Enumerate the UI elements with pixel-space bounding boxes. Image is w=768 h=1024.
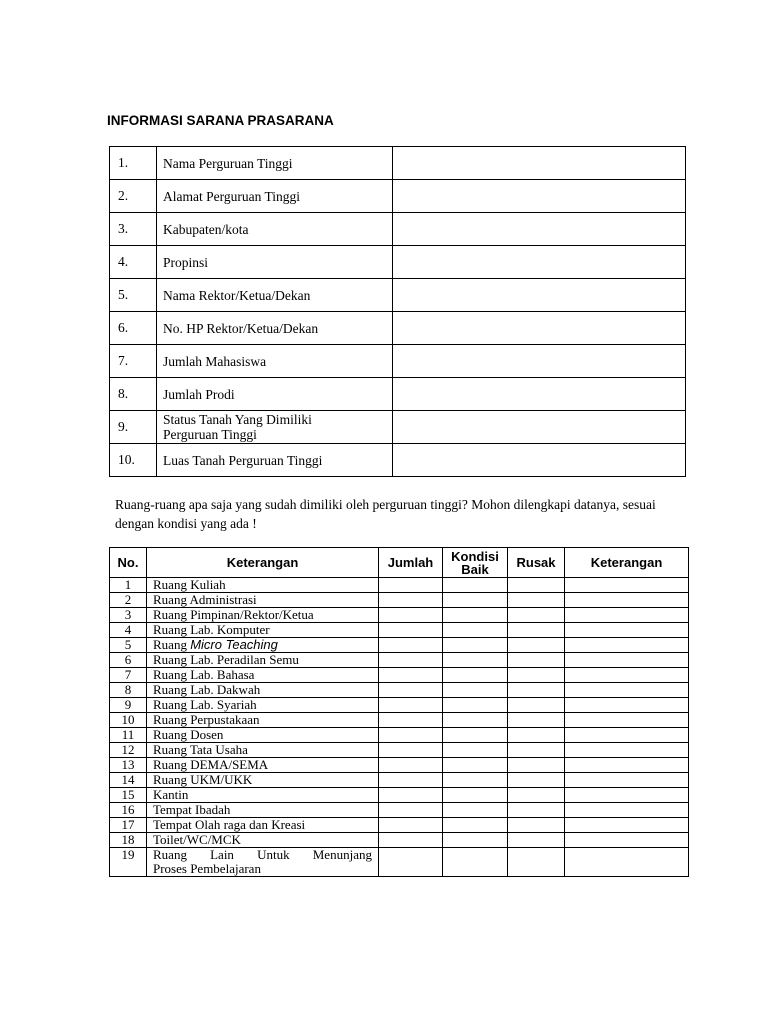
- room-keterangan-cell[interactable]: [565, 818, 689, 833]
- info-row-label-line2: Perguruan Tinggi: [163, 427, 257, 442]
- info-row-value-field[interactable]: [393, 246, 686, 279]
- room-keterangan-cell[interactable]: [565, 623, 689, 638]
- room-kondisi-baik-cell[interactable]: [443, 743, 508, 758]
- info-row-value-field[interactable]: [393, 345, 686, 378]
- room-row: [110, 638, 689, 653]
- room-kondisi-baik-cell[interactable]: [443, 773, 508, 788]
- info-row-value-field[interactable]: [393, 279, 686, 312]
- room-keterangan-cell[interactable]: [565, 773, 689, 788]
- room-row: [110, 593, 689, 608]
- room-row-name: Ruang Tata Usaha: [147, 743, 379, 758]
- instruction-note: [115, 495, 690, 533]
- info-row-number: 6.: [110, 312, 157, 345]
- room-rusak-cell[interactable]: [508, 773, 565, 788]
- room-row-name: Toilet/WC/MCK: [147, 833, 379, 848]
- header-no: No.: [110, 548, 147, 578]
- info-row-number: 10.: [110, 444, 157, 477]
- header-kondisi-line2: Baik: [461, 561, 489, 577]
- room-kondisi-baik-cell[interactable]: [443, 653, 508, 668]
- info-row-number: 5.: [110, 279, 157, 312]
- info-row-number: 9.: [110, 411, 157, 444]
- room-rusak-cell[interactable]: [508, 758, 565, 773]
- room-keterangan-cell[interactable]: [565, 593, 689, 608]
- room-jumlah-cell[interactable]: [379, 803, 443, 818]
- room-rusak-cell[interactable]: [508, 848, 565, 877]
- room-rusak-cell[interactable]: [508, 728, 565, 743]
- info-row-number: 2.: [110, 180, 157, 213]
- room-name-line2: Proses Pembelajaran: [153, 861, 261, 876]
- room-row-number: 7: [110, 668, 147, 683]
- room-row: [110, 848, 689, 877]
- room-row-name: Ruang UKM/UKK: [147, 773, 379, 788]
- header-rusak: Rusak: [508, 548, 565, 578]
- room-rusak-cell[interactable]: [508, 743, 565, 758]
- room-kondisi-baik-cell[interactable]: [443, 833, 508, 848]
- info-row-label-line1: Status Tanah Yang Dimiliki: [163, 412, 312, 427]
- room-row-name: Ruang DEMA/SEMA: [147, 758, 379, 773]
- info-row: [110, 180, 686, 213]
- note-line-1: Ruang-ruang apa saja yang sudah dimiliki oleh perguruan tinggi? Mohon dilengkapi datanya, sesuai: [115, 497, 656, 512]
- room-keterangan-cell[interactable]: [565, 833, 689, 848]
- room-rusak-cell[interactable]: [508, 578, 565, 593]
- room-row-number: 5: [110, 638, 147, 653]
- info-row-label: Nama Rektor/Ketua/Dekan: [157, 279, 393, 312]
- room-jumlah-cell[interactable]: [379, 833, 443, 848]
- room-row-number: 15: [110, 788, 147, 803]
- room-keterangan-cell[interactable]: [565, 698, 689, 713]
- room-rusak-cell[interactable]: [508, 668, 565, 683]
- info-row-value-field[interactable]: [393, 180, 686, 213]
- room-rusak-cell[interactable]: [508, 818, 565, 833]
- room-jumlah-cell[interactable]: [379, 578, 443, 593]
- room-jumlah-cell[interactable]: [379, 593, 443, 608]
- info-row-value-field[interactable]: [393, 147, 686, 180]
- room-jumlah-cell[interactable]: [379, 788, 443, 803]
- room-row-number: 6: [110, 653, 147, 668]
- room-jumlah-cell[interactable]: [379, 638, 443, 653]
- room-jumlah-cell[interactable]: [379, 773, 443, 788]
- info-row-value-field[interactable]: [393, 411, 686, 444]
- room-row: [110, 668, 689, 683]
- room-keterangan-cell[interactable]: [565, 788, 689, 803]
- room-jumlah-cell[interactable]: [379, 683, 443, 698]
- room-kondisi-baik-cell[interactable]: [443, 788, 508, 803]
- info-row-number: 1.: [110, 147, 157, 180]
- room-rusak-cell[interactable]: [508, 833, 565, 848]
- room-row-name: [147, 638, 379, 653]
- info-row-label: Nama Perguruan Tinggi: [157, 147, 393, 180]
- room-rusak-cell[interactable]: [508, 788, 565, 803]
- room-kondisi-baik-cell[interactable]: [443, 683, 508, 698]
- room-row: [110, 833, 689, 848]
- room-jumlah-cell[interactable]: [379, 818, 443, 833]
- room-row: [110, 698, 689, 713]
- room-jumlah-cell[interactable]: [379, 668, 443, 683]
- room-jumlah-cell[interactable]: [379, 623, 443, 638]
- room-keterangan-cell[interactable]: [565, 743, 689, 758]
- info-row-label: No. HP Rektor/Ketua/Dekan: [157, 312, 393, 345]
- info-row-label: Propinsi: [157, 246, 393, 279]
- info-row-label: [157, 411, 393, 444]
- info-row: [110, 312, 686, 345]
- room-row-number: 4: [110, 623, 147, 638]
- room-row-number: 12: [110, 743, 147, 758]
- room-row: [110, 728, 689, 743]
- room-jumlah-cell[interactable]: [379, 608, 443, 623]
- room-kondisi-baik-cell[interactable]: [443, 848, 508, 877]
- room-row-number: 19: [110, 848, 147, 877]
- room-row-name: Ruang Pimpinan/Rektor/Ketua: [147, 608, 379, 623]
- room-row-name: Ruang Kuliah: [147, 578, 379, 593]
- room-row-name: Ruang Lab. Peradilan Semu: [147, 653, 379, 668]
- room-jumlah-cell[interactable]: [379, 653, 443, 668]
- header-kondisi-line1: Kondisi: [451, 548, 499, 564]
- room-jumlah-cell[interactable]: [379, 713, 443, 728]
- room-row: [110, 713, 689, 728]
- room-keterangan-cell[interactable]: [565, 638, 689, 653]
- room-keterangan-cell[interactable]: [565, 683, 689, 698]
- room-row: [110, 788, 689, 803]
- info-row: [110, 411, 686, 444]
- room-row-number: 16: [110, 803, 147, 818]
- room-name-italic: Micro Teaching: [190, 637, 278, 652]
- room-row-number: 17: [110, 818, 147, 833]
- room-name-line1: [153, 848, 378, 862]
- info-row-label: Kabupaten/kota: [157, 213, 393, 246]
- room-row-name: Ruang Dosen: [147, 728, 379, 743]
- room-table-header: [110, 548, 689, 578]
- room-keterangan-cell[interactable]: [565, 668, 689, 683]
- room-kondisi-baik-cell[interactable]: [443, 758, 508, 773]
- info-row-value-field[interactable]: [393, 444, 686, 477]
- page-title: INFORMASI SARANA PRASARANA: [107, 113, 334, 128]
- room-kondisi-baik-cell[interactable]: [443, 818, 508, 833]
- info-row-value-field[interactable]: [393, 378, 686, 411]
- info-table: [109, 146, 686, 477]
- note-line-2: dengan kondisi yang ada !: [115, 516, 257, 531]
- room-keterangan-cell[interactable]: [565, 758, 689, 773]
- room-row-name: Tempat Olah raga dan Kreasi: [147, 818, 379, 833]
- room-keterangan-cell[interactable]: [565, 848, 689, 877]
- room-row: [110, 608, 689, 623]
- room-name-word: Lain: [210, 847, 234, 862]
- room-row: [110, 803, 689, 818]
- room-rusak-cell[interactable]: [508, 593, 565, 608]
- room-row-number: 14: [110, 773, 147, 788]
- room-row-name: Ruang Lab. Syariah: [147, 698, 379, 713]
- room-keterangan-cell[interactable]: [565, 653, 689, 668]
- room-row-number: 9: [110, 698, 147, 713]
- room-keterangan-cell[interactable]: [565, 578, 689, 593]
- room-keterangan-cell[interactable]: [565, 728, 689, 743]
- room-kondisi-baik-cell[interactable]: [443, 608, 508, 623]
- header-keterangan: Keterangan: [147, 548, 379, 578]
- info-row: [110, 345, 686, 378]
- room-row: [110, 773, 689, 788]
- room-row-number: 3: [110, 608, 147, 623]
- info-row-label: Jumlah Prodi: [157, 378, 393, 411]
- room-rusak-cell[interactable]: [508, 803, 565, 818]
- room-rusak-cell[interactable]: [508, 653, 565, 668]
- room-row-name: Ruang Lab. Bahasa: [147, 668, 379, 683]
- room-rusak-cell[interactable]: [508, 698, 565, 713]
- room-row-number: 13: [110, 758, 147, 773]
- room-keterangan-cell[interactable]: [565, 608, 689, 623]
- room-row-name: Ruang Lab. Dakwah: [147, 683, 379, 698]
- info-row: [110, 246, 686, 279]
- room-row-number: 8: [110, 683, 147, 698]
- info-row-label: Luas Tanah Perguruan Tinggi: [157, 444, 393, 477]
- room-kondisi-baik-cell[interactable]: [443, 698, 508, 713]
- room-row: [110, 683, 689, 698]
- room-row-name: Kantin: [147, 788, 379, 803]
- room-kondisi-baik-cell[interactable]: [443, 668, 508, 683]
- info-row: [110, 147, 686, 180]
- room-row: [110, 758, 689, 773]
- room-rusak-cell[interactable]: [508, 608, 565, 623]
- room-kondisi-baik-cell[interactable]: [443, 713, 508, 728]
- room-row-name: Ruang Lab. Komputer: [147, 623, 379, 638]
- info-row: [110, 444, 686, 477]
- room-name-word: Untuk: [257, 847, 290, 862]
- info-row-label: Jumlah Mahasiswa: [157, 345, 393, 378]
- room-jumlah-cell[interactable]: [379, 698, 443, 713]
- room-row-name: Ruang Perpustakaan: [147, 713, 379, 728]
- header-keterangan-2: Keterangan: [565, 548, 689, 578]
- room-row-number: 1: [110, 578, 147, 593]
- room-jumlah-cell[interactable]: [379, 743, 443, 758]
- room-rusak-cell[interactable]: [508, 713, 565, 728]
- room-row-number: 11: [110, 728, 147, 743]
- info-row: [110, 279, 686, 312]
- room-row: [110, 743, 689, 758]
- room-row-name: [147, 848, 379, 877]
- info-row-value-field[interactable]: [393, 213, 686, 246]
- info-row-value-field[interactable]: [393, 312, 686, 345]
- header-jumlah: Jumlah: [379, 548, 443, 578]
- room-row: [110, 818, 689, 833]
- room-name-prefix: Ruang: [153, 637, 187, 652]
- room-keterangan-cell[interactable]: [565, 713, 689, 728]
- room-table: [109, 547, 689, 877]
- info-row-number: 4.: [110, 246, 157, 279]
- room-rusak-cell[interactable]: [508, 638, 565, 653]
- room-row: [110, 653, 689, 668]
- room-row: [110, 578, 689, 593]
- room-row-number: 2: [110, 593, 147, 608]
- room-kondisi-baik-cell[interactable]: [443, 578, 508, 593]
- room-name-word: Menunjang: [312, 847, 372, 862]
- room-row: [110, 623, 689, 638]
- room-kondisi-baik-cell[interactable]: [443, 593, 508, 608]
- room-jumlah-cell[interactable]: [379, 728, 443, 743]
- room-row-name: Ruang Administrasi: [147, 593, 379, 608]
- room-name-word: Ruang: [153, 847, 187, 862]
- room-kondisi-baik-cell[interactable]: [443, 728, 508, 743]
- room-kondisi-baik-cell[interactable]: [443, 638, 508, 653]
- info-row-number: 7.: [110, 345, 157, 378]
- info-row-label: Alamat Perguruan Tinggi: [157, 180, 393, 213]
- room-rusak-cell[interactable]: [508, 623, 565, 638]
- room-jumlah-cell[interactable]: [379, 848, 443, 877]
- header-kondisi-baik: [443, 548, 508, 578]
- room-kondisi-baik-cell[interactable]: [443, 803, 508, 818]
- info-row: [110, 213, 686, 246]
- info-row-number: 8.: [110, 378, 157, 411]
- info-row-number: 3.: [110, 213, 157, 246]
- room-row-number: 10: [110, 713, 147, 728]
- room-keterangan-cell[interactable]: [565, 803, 689, 818]
- info-row: [110, 378, 686, 411]
- room-kondisi-baik-cell[interactable]: [443, 623, 508, 638]
- room-jumlah-cell[interactable]: [379, 758, 443, 773]
- room-rusak-cell[interactable]: [508, 683, 565, 698]
- room-row-name: Tempat Ibadah: [147, 803, 379, 818]
- room-row-number: 18: [110, 833, 147, 848]
